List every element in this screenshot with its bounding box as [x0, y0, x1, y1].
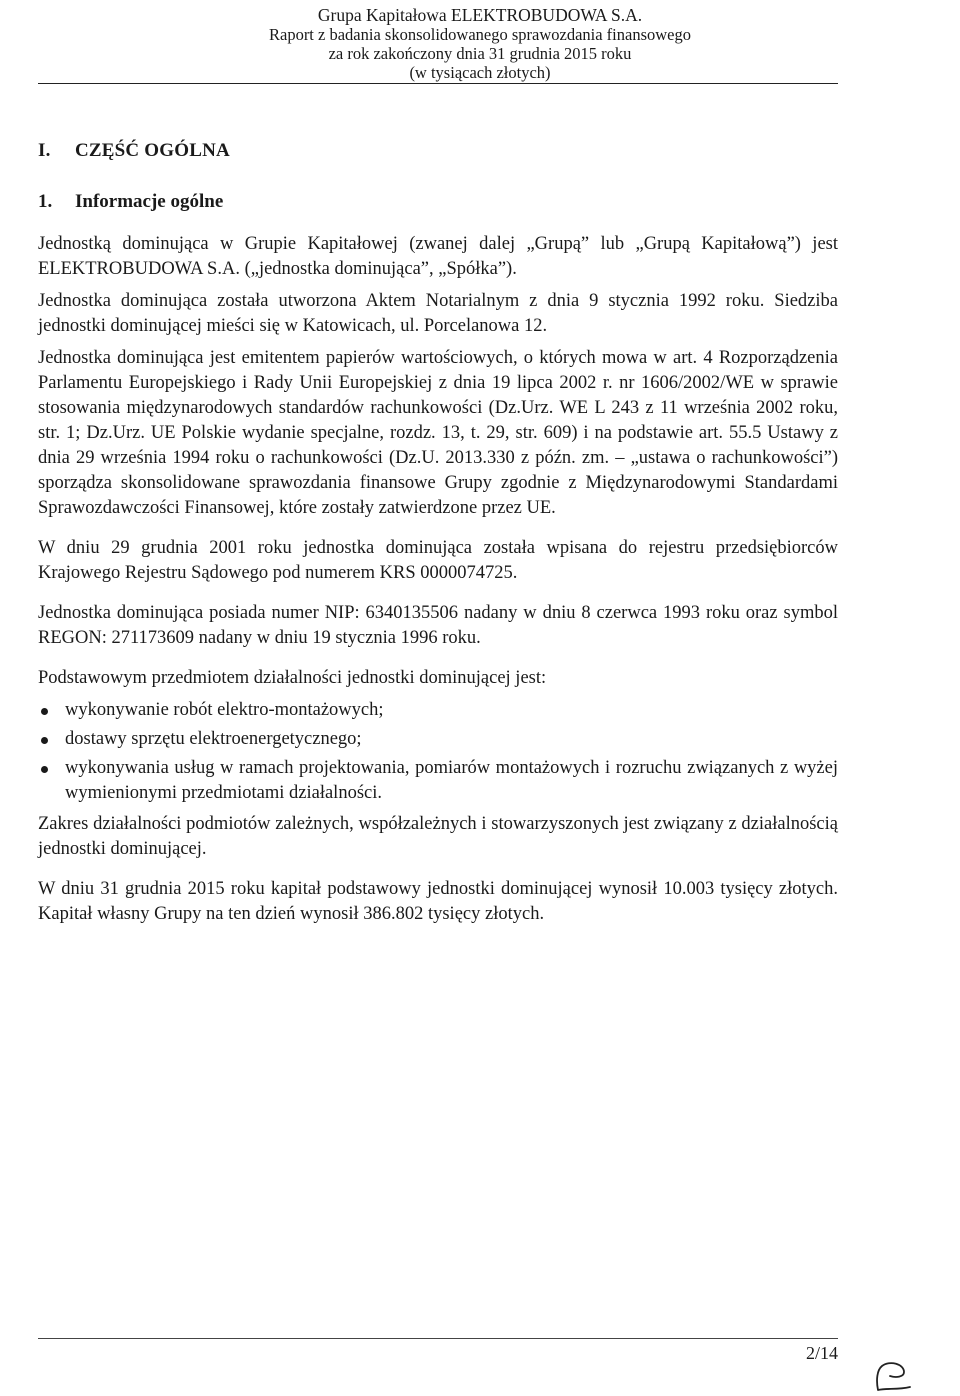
document-body — [38, 138, 838, 934]
paragraph-incorporation: Jednostka dominująca została utworzona Aktem Notarialnym z dnia 9 stycznia 1992 roku. Siedziba jednostki dominującej mieści się w Katowicach, ul. Porcelanowa 12. — [38, 291, 838, 336]
header-divider — [38, 83, 838, 84]
activity-text: dostawy sprzętu elektroenergetycznego; — [65, 729, 362, 749]
bullet-dot-icon — [41, 708, 48, 715]
section-number: I. — [38, 140, 51, 161]
subsection-number: 1. — [38, 191, 53, 212]
footer-divider — [38, 1338, 838, 1339]
paragraph-issuer: Jednostka dominująca jest emitentem papierów wartościowych, o których mowa w art. 4 Rozporządzenia Parlamentu Europejskiego i Rady Unii Europejskiej z dnia 19 lipca 2002 r. nr 1606/2002/WE w sprawie stosowania międzynarodowych standardów rachunkowości (Dz.Urz. WE L 243 z 11 września 2002 roku, str. 1; Dz.Urz. UE Polskie wydanie specjalne, rozdz. 13, t. 29, str. 609) i na podstawie art. 55.5 Ustawy z dnia 29 września 1994 roku o rachunkowości (Dz.U. 2013.330 z późn. zm. – „ustawa o rachunkowości”) sporządza skonsolidowane sprawozdania finansowe Grupy zgodnie z Międzynarodowymi Standardami Sprawozdawczości Finansowej, które zostały zatwierdzone przez UE. — [38, 348, 838, 518]
paragraph-capital: W dniu 31 grudnia 2015 roku kapitał podstawowy jednostki dominującej wynosił 10.003 tysięcy złotych. Kapitał własny Grupy na ten dzień wynosił 386.802 tysięcy złotych. — [38, 879, 838, 924]
paragraph-krs: W dniu 29 grudnia 2001 roku jednostka dominująca została wpisana do rejestru przedsiębiorców Krajowego Rejestru Sądowego pod numerem KRS 0000074725. — [38, 538, 838, 583]
subsection-title: Informacje ogólne — [75, 191, 224, 212]
list-item — [38, 698, 838, 723]
activity-list — [38, 698, 838, 806]
page-number: 2/14 — [805, 1343, 838, 1363]
section-heading — [38, 138, 838, 163]
activity-text: wykonywanie robót elektro-montażowych; — [65, 700, 384, 720]
header-period: za rok zakończony dnia 31 grudnia 2015 roku — [328, 44, 632, 63]
activity-text: wykonywania usług w ramach projektowania, pomiarów montażowych i rozruchu związanych z wyżej wymienionymi przedmiotami działalności. — [65, 758, 838, 803]
list-item — [38, 727, 838, 752]
section-title: CZĘŚĆ OGÓLNA — [75, 140, 230, 161]
subsection-heading — [38, 189, 838, 214]
paragraph-nip-regon: Jednostka dominująca posiada numer NIP: 6340135506 nadany w dniu 8 czerwca 1993 roku oraz symbol REGON: 271173609 nadany w dniu 19 stycznia 1996 roku. — [38, 603, 838, 648]
paragraph-subsidiaries: Zakres działalności podmiotów zależnych, współzależnych i stowarzyszonych jest związany z działalnością jednostki dominującej. — [38, 814, 838, 859]
bullet-dot-icon — [41, 766, 48, 773]
header-company: Grupa Kapitałowa ELEKTROBUDOWA S.A. — [317, 5, 643, 25]
bullet-dot-icon — [41, 737, 48, 744]
handwritten-initials-icon — [868, 1360, 914, 1394]
paragraph-group-definition: Jednostką dominująca w Grupie Kapitałowej (zwanej dalej „Grupą” lub „Grupą Kapitałową”) jest ELEKTROBUDOWA S.A. („jednostka dominująca”, „Spółka”). — [38, 234, 838, 279]
paragraph-activity-intro: Podstawowym przedmiotem działalności jednostki dominującej jest: — [38, 668, 547, 688]
header-report-title: Raport z badania skonsolidowanego sprawozdania finansowego — [268, 25, 691, 44]
document-header — [0, 6, 960, 82]
header-units: (w tysiącach złotych) — [409, 63, 551, 82]
list-item — [38, 756, 838, 806]
